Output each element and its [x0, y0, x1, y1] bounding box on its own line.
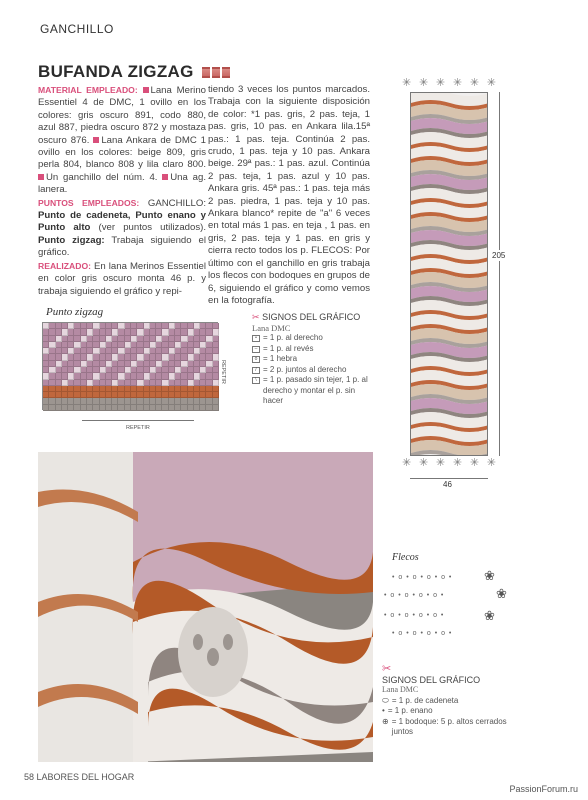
legend-item: / = 2 p. juntos al derecho — [252, 365, 374, 376]
width-dimension-label: 46 — [443, 480, 452, 489]
realizado-text: En lana Merinos Essentiel en color gris oscuro monta 46 p. y trabaja siguiendo el gráfico y repi- — [38, 260, 207, 297]
flecos-title: Flecos — [392, 552, 419, 563]
instructions-column-2: tiendo 3 veces los puntos marcados. Trabaja con la siguiente disposición de color: *1 pas. gris, 2 pas. teja, 1 pas. gris, 10 pas. en Ankara lila.15ª pas.: 1 pas. teja. Continúa 2 pas. crudo, 1 pas. teja y 10 pas. Ankara beige. 29ª pas.: 1 pas. azul. Continúa 2 pas. teja, 1 pas. azul y 10 pas. Ankara gris. 45ª pas.: 1 pas. teja más 2 pas. piedra, 1 pas. teja y 10 pas. Ankara blanco* repite de "a" 6 veces en total más 1 pas. en teja , 1 pas. en gris, 2 pas. teja y 1 pas. en gris y cierra recto todos los p. FLECOS: Por último con el ganchillo en gris trabaja los flecos con bodoques en grupos de 6, siguiendo el gráfico y como vemos en la fotografía. — [208, 84, 370, 306]
scarf-diagram — [410, 92, 488, 456]
legend-brand: Lana DMC — [252, 322, 291, 333]
legend-item: o = 1 hebra — [252, 354, 374, 365]
scarf-photo — [38, 452, 373, 762]
knit-icon: • — [252, 335, 260, 342]
stitches-label: PUNTOS EMPLEADOS: — [38, 197, 140, 208]
k2tog-icon: / — [252, 367, 260, 374]
flecos-diagram: • o • o • o • o • ❀ • o • o • o • o • ❀ • o • o • o • o • ❀ • o • o • o • o • — [384, 568, 507, 637]
scarf-bottom-fringe-icon: ✳ ✳ ✳ ✳ ✳ ✳ — [402, 457, 496, 469]
legend-item: – = 1 p. al revés — [252, 344, 374, 355]
material-text-4: Una ag. lanera. — [38, 171, 206, 196]
bullet-icon — [38, 174, 44, 180]
chart-cell — [213, 405, 219, 411]
bullet-icon — [93, 137, 99, 143]
chart-repetir-bottom: REPETIR — [126, 425, 150, 431]
scarf-top-fringe-icon: ✳ ✳ ✳ ✳ ✳ ✳ — [402, 77, 496, 89]
bodoque-icon: ❀ — [496, 586, 507, 601]
bullet-icon — [143, 87, 149, 93]
watermark: PassionForum.ru — [509, 784, 578, 794]
needles-icon: ✂ — [252, 312, 260, 322]
legend-item: \ = 1 p. pasado sin tejer, 1 p. al derecho y montar el p. sin hacer — [252, 375, 374, 407]
zigzag-text: Trabaja siguiendo el gráfico. — [38, 234, 206, 259]
legend-item: ⬭ = 1 p. de cadeneta — [382, 695, 459, 705]
slip-stitch-icon: • — [382, 706, 385, 715]
legend-title: ✂ SIGNOS DEL GRÁFICO — [252, 312, 361, 322]
fringe-legend-title: SIGNOS DEL GRÁFICO — [382, 674, 481, 685]
bullet-icon — [162, 174, 168, 180]
chart-repetir-side: REPETIR — [220, 360, 226, 384]
width-dimension-line — [410, 478, 488, 479]
material-text-2: Lana Ankara de DMC 1 ovillo en los colores: beige 809, gris perla 804, blanco 808 y lila claro 800. — [38, 134, 207, 171]
material-label: MATERIAL EMPLEADO: — [38, 85, 138, 95]
bodoque-icon: ❀ — [484, 608, 495, 623]
fringe-legend-brand: Lana DMC — [382, 685, 419, 694]
height-dimension-line — [499, 92, 500, 456]
chain-icon: ⬭ — [382, 695, 389, 705]
material-text-3: Un ganchillo del núm. 4. — [46, 171, 158, 183]
title-row — [38, 62, 230, 82]
stitches-bold: Punto de cadeneta, Punto enano y Punto alto — [38, 210, 206, 234]
page-title: BUFANDA ZIGZAG — [38, 62, 194, 81]
legend-item: ⊕ = 1 bodoque: 5 p. altos cerrados juntos — [382, 716, 507, 736]
repeat-bracket — [82, 420, 194, 421]
bodoque-icon: ❀ — [484, 568, 495, 583]
instructions-column-1 — [38, 84, 206, 298]
chart-title: Punto zigzag — [46, 306, 104, 318]
skpo-icon: \ — [252, 377, 260, 384]
stitches-text-2: (ver puntos utilizados). — [98, 222, 206, 234]
section-tag: GANCHILLO — [40, 22, 114, 36]
material-text: Lana Merino Essentiel 4 de DMC, 1 ovillo en los colores: gris oscuro 891, codo 880, azul 887, piedra oscuro 872 y mostaza oscuro 876. — [38, 85, 206, 146]
zigzag-label: Punto zigzag: — [38, 234, 105, 246]
stitches-text: GANCHILLO: — [147, 197, 207, 209]
legend-item: • = 1 p. al derecho — [252, 333, 374, 344]
hook-icon: ✂ — [382, 663, 392, 675]
yarn-over-icon: o — [252, 356, 260, 363]
fringe-legend — [382, 664, 512, 738]
stitch-chart — [42, 322, 218, 410]
difficulty-spools-icon — [202, 67, 230, 78]
bobble-icon: ⊕ — [382, 716, 389, 726]
height-dimension-label: 205 — [492, 251, 506, 260]
realizado-label: REALIZADO: — [38, 260, 91, 271]
stitch-legend — [252, 312, 374, 407]
purl-icon: – — [252, 346, 260, 353]
page-footer: 58 LABORES DEL HOGAR — [24, 772, 135, 782]
legend-item: • = 1 p. enano — [382, 706, 433, 715]
